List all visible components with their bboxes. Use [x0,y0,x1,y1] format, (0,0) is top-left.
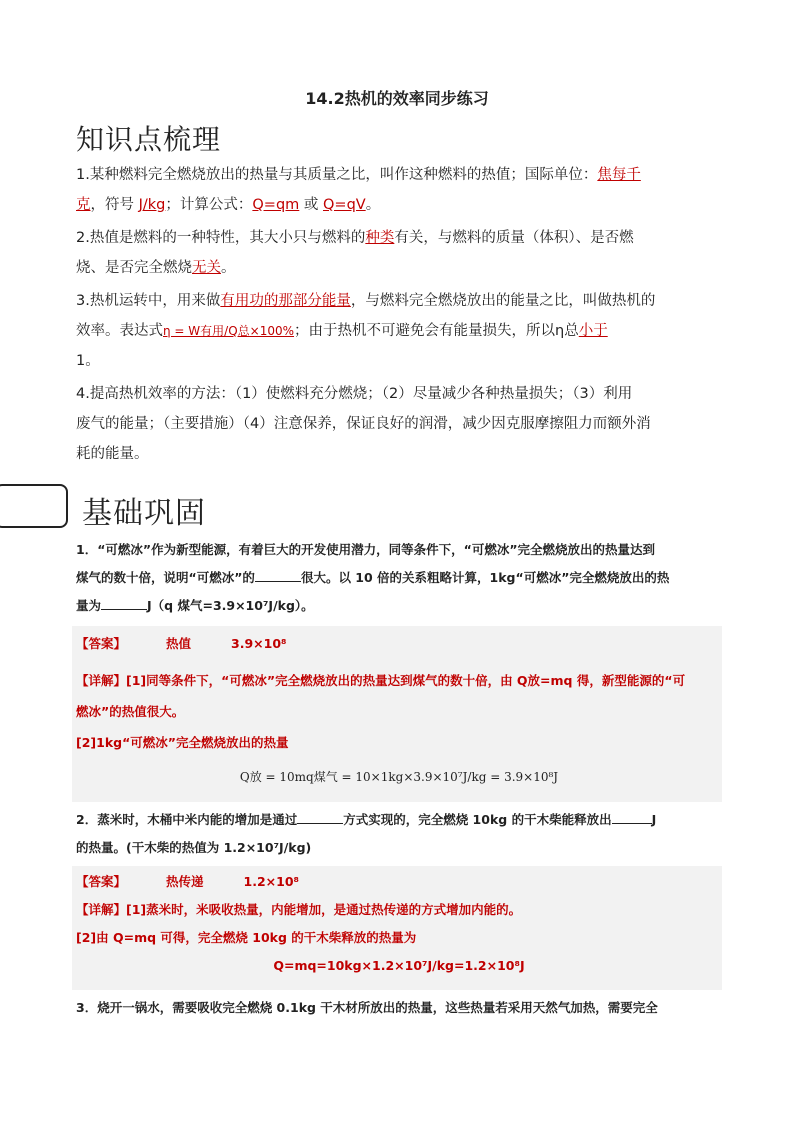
knowledge-point-2: 2.热值是燃料的一种特性，其大小只与燃料的种类有关，与燃料的质量（体积）、是否燃 烧、是否完全燃烧无关。 [76,230,634,276]
answer-2: 【答案】 热传递 1.2×10⁸ 【详解】[1]蒸米时，米吸收热量，内能增加，是通过热传递的方式增加内能的。 [2]由 Q=mq 可得，完全燃烧 10kg 的干木柴释放的热量为 Q=mq=10kg×1.2×10⁷J/kg=1.2×10⁸J [76,868,722,980]
formula-2: Q=mq=10kg×1.2×10⁷J/kg=1.2×10⁸J [273,958,525,973]
answer-blank [297,809,343,824]
section-heading-knowledge: 知识点梳理 [76,123,222,156]
knowledge-point-3: 3.热机运转中，用来做有用功的那部分能量，与燃料完全燃烧放出的能量之比，叫做热机的 效率。表达式η = W有用/Q总×100%；由于热机不可避免会有能量损失，所以η总小于 1。 [76,293,656,369]
question-3: 3．烧开一锅水，需要吸收完全燃烧 0.1kg 干木材所放出的热量，这些热量若采用天然气加热，需要完全 [76,1000,658,1015]
answer-blank [612,809,652,824]
knowledge-point-4: 4.提高热机效率的方法：（1）使燃料充分燃烧；（2）尽量减少各种热量损失；（3）利用 废气的能量；（主要措施）（4）注意保养，保证良好的润滑，减少因克服摩擦阻力而额外消 耗的能量。 [76,386,651,462]
question-1: 1．“可燃冰”作为新型能源，有着巨大的开发使用潜力，同等条件下，“可燃冰”完全燃烧放出的热量达到 煤气的数十倍，说明“可燃冰”的 很大。以 10 倍的关系粗略计算，1kg“可燃冰”完全燃烧放出的热 量为 J（q 煤气=3.9×10⁷J/kg）。 [76,542,670,613]
document-title: 14.2热机的效率同步练习 [305,89,489,108]
answer-1: 【答案】 热值 3.9×10⁸ 【详解】[1]同等条件下，“可燃冰”完全燃烧放出的热量达到煤气的数十倍，由 Q放=mq 得，新型能源的“可 燃冰”的热值很大。 [2]1kg“可燃冰”完全燃烧放出的热量 Q放 = 10mq煤气 = 10×1kg×3.9×10⁷J/kg = 3.9×10⁸J [76,630,722,791]
formula-1: Q放 = 10mq煤气 = 10×1kg×3.9×10⁷J/kg = 3.9×10⁸J [239,770,559,784]
knowledge-point-1: 1.某种燃料完全燃烧放出的热量与其质量之比，叫作这种燃料的热值；国际单位：焦每千 克，符号 J/kg；计算公式：Q=qm 或 Q=qV。 [76,167,641,213]
answer-blank [101,595,147,610]
answer-blank [255,567,301,582]
question-2: 2．蒸米时，木桶中米内能的增加是通过 方式实现的，完全燃烧 10kg 的干木柴能释放出 J 的热量。(干木柴的热值为 1.2×10⁷J/kg) [76,806,722,862]
section-heading-basics: 基础巩固 [82,496,206,531]
section-tab-decoration [0,484,68,528]
